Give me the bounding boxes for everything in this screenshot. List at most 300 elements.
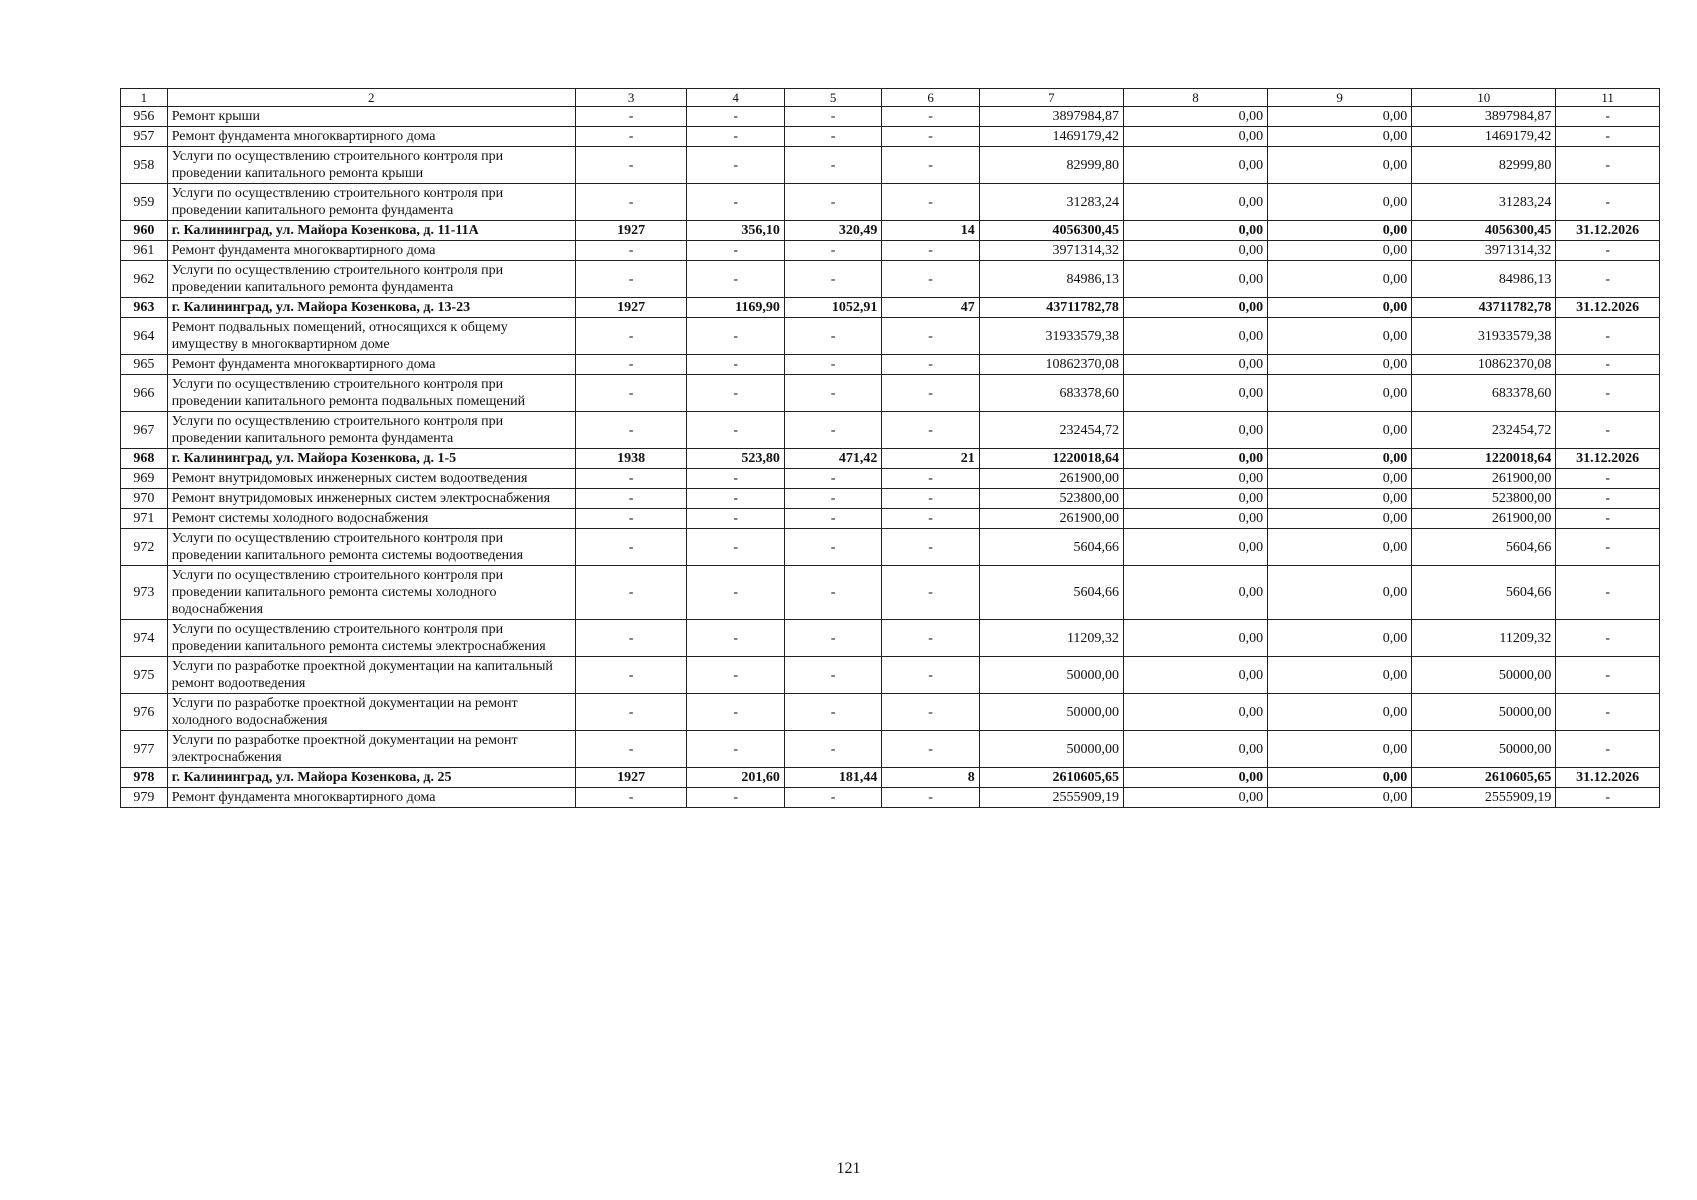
build-year-cell: - bbox=[575, 694, 687, 731]
column-header: 4 bbox=[687, 89, 784, 107]
col6-cell: - bbox=[882, 375, 979, 412]
build-year-cell: - bbox=[575, 788, 687, 808]
column-header: 3 bbox=[575, 89, 687, 107]
col10-cell: 84986,13 bbox=[1412, 261, 1556, 298]
col5-cell: - bbox=[784, 318, 881, 355]
deadline-cell: - bbox=[1556, 620, 1660, 657]
item-name: Услуги по осуществлению строительного контроля при проведении капитального ремонта крыши bbox=[167, 147, 575, 184]
col9-cell: 0,00 bbox=[1268, 127, 1412, 147]
col8-cell: 0,00 bbox=[1123, 147, 1267, 184]
column-number-row bbox=[121, 89, 1660, 107]
capital-repair-table bbox=[120, 88, 1660, 808]
col4-cell: - bbox=[687, 375, 784, 412]
col8-cell: 0,00 bbox=[1123, 566, 1267, 620]
address-row bbox=[121, 768, 1660, 788]
col8-cell: 0,00 bbox=[1123, 412, 1267, 449]
item-name: Ремонт фундамента многоквартирного дома bbox=[167, 127, 575, 147]
deadline-cell: - bbox=[1556, 107, 1660, 127]
table-row bbox=[121, 318, 1660, 355]
build-year-cell: 1927 bbox=[575, 298, 687, 318]
col7-cell: 82999,80 bbox=[979, 147, 1123, 184]
col7-cell: 10862370,08 bbox=[979, 355, 1123, 375]
col5-cell: - bbox=[784, 184, 881, 221]
col5-cell: - bbox=[784, 241, 881, 261]
col7-cell: 683378,60 bbox=[979, 375, 1123, 412]
col8-cell: 0,00 bbox=[1123, 489, 1267, 509]
col9-cell: 0,00 bbox=[1268, 566, 1412, 620]
row-number: 963 bbox=[121, 298, 168, 318]
col7-cell: 5604,66 bbox=[979, 529, 1123, 566]
col8-cell: 0,00 bbox=[1123, 449, 1267, 469]
build-year-cell: 1938 bbox=[575, 449, 687, 469]
row-number: 975 bbox=[121, 657, 168, 694]
table-row bbox=[121, 469, 1660, 489]
build-year-cell: - bbox=[575, 469, 687, 489]
col10-cell: 2555909,19 bbox=[1412, 788, 1556, 808]
col9-cell: 0,00 bbox=[1268, 529, 1412, 566]
col4-cell: - bbox=[687, 261, 784, 298]
col5-cell: - bbox=[784, 107, 881, 127]
item-name: Ремонт крыши bbox=[167, 107, 575, 127]
col10-cell: 5604,66 bbox=[1412, 529, 1556, 566]
table-row bbox=[121, 147, 1660, 184]
col9-cell: 0,00 bbox=[1268, 788, 1412, 808]
col4-cell: 356,10 bbox=[687, 221, 784, 241]
build-year-cell: - bbox=[575, 412, 687, 449]
row-number: 956 bbox=[121, 107, 168, 127]
col7-cell: 2610605,65 bbox=[979, 768, 1123, 788]
col4-cell: - bbox=[687, 241, 784, 261]
item-name: Услуги по разработке проектной документации на капитальный ремонт водоотведения bbox=[167, 657, 575, 694]
column-header: 10 bbox=[1412, 89, 1556, 107]
col9-cell: 0,00 bbox=[1268, 489, 1412, 509]
table-row bbox=[121, 375, 1660, 412]
col6-cell: - bbox=[882, 107, 979, 127]
col9-cell: 0,00 bbox=[1268, 241, 1412, 261]
deadline-cell: - bbox=[1556, 355, 1660, 375]
table-row bbox=[121, 355, 1660, 375]
col6-cell: - bbox=[882, 694, 979, 731]
row-number: 977 bbox=[121, 731, 168, 768]
build-year-cell: - bbox=[575, 241, 687, 261]
col6-cell: 8 bbox=[882, 768, 979, 788]
col5-cell: - bbox=[784, 694, 881, 731]
col7-cell: 31283,24 bbox=[979, 184, 1123, 221]
row-number: 967 bbox=[121, 412, 168, 449]
item-name: г. Калининград, ул. Майора Козенкова, д. 25 bbox=[167, 768, 575, 788]
col6-cell: - bbox=[882, 469, 979, 489]
table-row bbox=[121, 184, 1660, 221]
col8-cell: 0,00 bbox=[1123, 731, 1267, 768]
build-year-cell: - bbox=[575, 318, 687, 355]
col9-cell: 0,00 bbox=[1268, 768, 1412, 788]
table-row bbox=[121, 620, 1660, 657]
item-name: Услуги по осуществлению строительного контроля при проведении капитального ремонта фундамента bbox=[167, 412, 575, 449]
col10-cell: 2610605,65 bbox=[1412, 768, 1556, 788]
deadline-cell: - bbox=[1556, 375, 1660, 412]
table-row bbox=[121, 566, 1660, 620]
col5-cell: - bbox=[784, 261, 881, 298]
col5-cell: 181,44 bbox=[784, 768, 881, 788]
build-year-cell: - bbox=[575, 566, 687, 620]
col5-cell: - bbox=[784, 529, 881, 566]
row-number: 978 bbox=[121, 768, 168, 788]
col7-cell: 84986,13 bbox=[979, 261, 1123, 298]
col7-cell: 1220018,64 bbox=[979, 449, 1123, 469]
col9-cell: 0,00 bbox=[1268, 261, 1412, 298]
col9-cell: 0,00 bbox=[1268, 469, 1412, 489]
deadline-cell: - bbox=[1556, 184, 1660, 221]
col10-cell: 3897984,87 bbox=[1412, 107, 1556, 127]
col9-cell: 0,00 bbox=[1268, 412, 1412, 449]
address-row bbox=[121, 221, 1660, 241]
col7-cell: 261900,00 bbox=[979, 509, 1123, 529]
table-row bbox=[121, 489, 1660, 509]
build-year-cell: - bbox=[575, 509, 687, 529]
col5-cell: - bbox=[784, 412, 881, 449]
item-name: Услуги по осуществлению строительного контроля при проведении капитального ремонта системы холодного водоснабжения bbox=[167, 566, 575, 620]
col9-cell: 0,00 bbox=[1268, 449, 1412, 469]
row-number: 966 bbox=[121, 375, 168, 412]
col4-cell: - bbox=[687, 694, 784, 731]
col5-cell: - bbox=[784, 489, 881, 509]
col9-cell: 0,00 bbox=[1268, 694, 1412, 731]
col4-cell: - bbox=[687, 566, 784, 620]
col10-cell: 50000,00 bbox=[1412, 694, 1556, 731]
col9-cell: 0,00 bbox=[1268, 355, 1412, 375]
col6-cell: 14 bbox=[882, 221, 979, 241]
col6-cell: - bbox=[882, 620, 979, 657]
table-row bbox=[121, 127, 1660, 147]
col7-cell: 5604,66 bbox=[979, 566, 1123, 620]
row-number: 960 bbox=[121, 221, 168, 241]
build-year-cell: - bbox=[575, 147, 687, 184]
col5-cell: 1052,91 bbox=[784, 298, 881, 318]
col7-cell: 31933579,38 bbox=[979, 318, 1123, 355]
col8-cell: 0,00 bbox=[1123, 318, 1267, 355]
column-header: 9 bbox=[1268, 89, 1412, 107]
col9-cell: 0,00 bbox=[1268, 318, 1412, 355]
table-row bbox=[121, 529, 1660, 566]
table-row bbox=[121, 107, 1660, 127]
row-number: 972 bbox=[121, 529, 168, 566]
col6-cell: - bbox=[882, 241, 979, 261]
col7-cell: 3897984,87 bbox=[979, 107, 1123, 127]
col6-cell: - bbox=[882, 489, 979, 509]
col5-cell: - bbox=[784, 509, 881, 529]
deadline-cell: 31.12.2026 bbox=[1556, 449, 1660, 469]
table-body bbox=[121, 107, 1660, 808]
col8-cell: 0,00 bbox=[1123, 127, 1267, 147]
col8-cell: 0,00 bbox=[1123, 184, 1267, 221]
item-name: г. Калининград, ул. Майора Козенкова, д. 11-11А bbox=[167, 221, 575, 241]
row-number: 974 bbox=[121, 620, 168, 657]
col9-cell: 0,00 bbox=[1268, 147, 1412, 184]
col10-cell: 683378,60 bbox=[1412, 375, 1556, 412]
col4-cell: - bbox=[687, 788, 784, 808]
table-row bbox=[121, 509, 1660, 529]
col7-cell: 232454,72 bbox=[979, 412, 1123, 449]
col5-cell: - bbox=[784, 375, 881, 412]
item-name: Ремонт фундамента многоквартирного дома bbox=[167, 241, 575, 261]
col8-cell: 0,00 bbox=[1123, 298, 1267, 318]
col10-cell: 4056300,45 bbox=[1412, 221, 1556, 241]
table-row bbox=[121, 694, 1660, 731]
col10-cell: 31933579,38 bbox=[1412, 318, 1556, 355]
row-number: 961 bbox=[121, 241, 168, 261]
col7-cell: 1469179,42 bbox=[979, 127, 1123, 147]
address-row bbox=[121, 298, 1660, 318]
col10-cell: 82999,80 bbox=[1412, 147, 1556, 184]
row-number: 976 bbox=[121, 694, 168, 731]
col10-cell: 11209,32 bbox=[1412, 620, 1556, 657]
col10-cell: 1469179,42 bbox=[1412, 127, 1556, 147]
deadline-cell: - bbox=[1556, 788, 1660, 808]
col6-cell: - bbox=[882, 147, 979, 184]
col5-cell: 320,49 bbox=[784, 221, 881, 241]
col8-cell: 0,00 bbox=[1123, 788, 1267, 808]
col6-cell: - bbox=[882, 529, 979, 566]
col6-cell: - bbox=[882, 412, 979, 449]
col9-cell: 0,00 bbox=[1268, 184, 1412, 221]
col6-cell: - bbox=[882, 566, 979, 620]
col5-cell: - bbox=[784, 731, 881, 768]
col7-cell: 3971314,32 bbox=[979, 241, 1123, 261]
col5-cell: - bbox=[784, 355, 881, 375]
table-row bbox=[121, 657, 1660, 694]
column-header: 2 bbox=[167, 89, 575, 107]
col7-cell: 11209,32 bbox=[979, 620, 1123, 657]
col8-cell: 0,00 bbox=[1123, 355, 1267, 375]
deadline-cell: 31.12.2026 bbox=[1556, 768, 1660, 788]
col10-cell: 5604,66 bbox=[1412, 566, 1556, 620]
col4-cell: - bbox=[687, 489, 784, 509]
table-row bbox=[121, 788, 1660, 808]
row-number: 979 bbox=[121, 788, 168, 808]
col5-cell: - bbox=[784, 566, 881, 620]
col10-cell: 523800,00 bbox=[1412, 489, 1556, 509]
col7-cell: 4056300,45 bbox=[979, 221, 1123, 241]
deadline-cell: - bbox=[1556, 657, 1660, 694]
col5-cell: - bbox=[784, 657, 881, 694]
item-name: Ремонт подвальных помещений, относящихся к общему имуществу в многоквартирном доме bbox=[167, 318, 575, 355]
column-header: 1 bbox=[121, 89, 168, 107]
col8-cell: 0,00 bbox=[1123, 241, 1267, 261]
deadline-cell: - bbox=[1556, 694, 1660, 731]
col5-cell: - bbox=[784, 127, 881, 147]
deadline-cell: - bbox=[1556, 147, 1660, 184]
col7-cell: 50000,00 bbox=[979, 694, 1123, 731]
row-number: 973 bbox=[121, 566, 168, 620]
col7-cell: 50000,00 bbox=[979, 657, 1123, 694]
col7-cell: 2555909,19 bbox=[979, 788, 1123, 808]
col9-cell: 0,00 bbox=[1268, 298, 1412, 318]
col8-cell: 0,00 bbox=[1123, 529, 1267, 566]
col4-cell: - bbox=[687, 620, 784, 657]
column-header: 11 bbox=[1556, 89, 1660, 107]
col5-cell: - bbox=[784, 788, 881, 808]
col8-cell: 0,00 bbox=[1123, 694, 1267, 731]
col7-cell: 261900,00 bbox=[979, 469, 1123, 489]
col7-cell: 523800,00 bbox=[979, 489, 1123, 509]
col10-cell: 50000,00 bbox=[1412, 731, 1556, 768]
row-number: 970 bbox=[121, 489, 168, 509]
col8-cell: 0,00 bbox=[1123, 509, 1267, 529]
page-number: 121 bbox=[836, 1160, 861, 1177]
build-year-cell: - bbox=[575, 731, 687, 768]
deadline-cell: - bbox=[1556, 261, 1660, 298]
deadline-cell: - bbox=[1556, 489, 1660, 509]
deadline-cell: - bbox=[1556, 529, 1660, 566]
col6-cell: - bbox=[882, 261, 979, 298]
build-year-cell: - bbox=[575, 107, 687, 127]
col10-cell: 50000,00 bbox=[1412, 657, 1556, 694]
build-year-cell: - bbox=[575, 620, 687, 657]
col4-cell: - bbox=[687, 657, 784, 694]
col8-cell: 0,00 bbox=[1123, 261, 1267, 298]
column-header: 6 bbox=[882, 89, 979, 107]
item-name: Ремонт фундамента многоквартирного дома bbox=[167, 355, 575, 375]
col4-cell: 1169,90 bbox=[687, 298, 784, 318]
row-number: 969 bbox=[121, 469, 168, 489]
col8-cell: 0,00 bbox=[1123, 107, 1267, 127]
deadline-cell: - bbox=[1556, 469, 1660, 489]
col4-cell: - bbox=[687, 529, 784, 566]
deadline-cell: 31.12.2026 bbox=[1556, 298, 1660, 318]
col5-cell: 471,42 bbox=[784, 449, 881, 469]
col8-cell: 0,00 bbox=[1123, 375, 1267, 412]
deadline-cell: - bbox=[1556, 566, 1660, 620]
build-year-cell: - bbox=[575, 127, 687, 147]
col6-cell: - bbox=[882, 657, 979, 694]
build-year-cell: - bbox=[575, 657, 687, 694]
col7-cell: 43711782,78 bbox=[979, 298, 1123, 318]
col10-cell: 232454,72 bbox=[1412, 412, 1556, 449]
col9-cell: 0,00 bbox=[1268, 375, 1412, 412]
col9-cell: 0,00 bbox=[1268, 221, 1412, 241]
col5-cell: - bbox=[784, 469, 881, 489]
col10-cell: 3971314,32 bbox=[1412, 241, 1556, 261]
build-year-cell: - bbox=[575, 375, 687, 412]
table-row bbox=[121, 412, 1660, 449]
item-name: г. Калининград, ул. Майора Козенкова, д. 13-23 bbox=[167, 298, 575, 318]
col9-cell: 0,00 bbox=[1268, 731, 1412, 768]
col6-cell: 47 bbox=[882, 298, 979, 318]
deadline-cell: - bbox=[1556, 731, 1660, 768]
deadline-cell: - bbox=[1556, 127, 1660, 147]
build-year-cell: - bbox=[575, 184, 687, 221]
col7-cell: 50000,00 bbox=[979, 731, 1123, 768]
col6-cell: - bbox=[882, 509, 979, 529]
col5-cell: - bbox=[784, 620, 881, 657]
row-number: 962 bbox=[121, 261, 168, 298]
col4-cell: 523,80 bbox=[687, 449, 784, 469]
item-name: Ремонт системы холодного водоснабжения bbox=[167, 509, 575, 529]
build-year-cell: 1927 bbox=[575, 221, 687, 241]
col9-cell: 0,00 bbox=[1268, 107, 1412, 127]
col10-cell: 10862370,08 bbox=[1412, 355, 1556, 375]
item-name: Ремонт внутридомовых инженерных систем электроснабжения bbox=[167, 489, 575, 509]
table-row bbox=[121, 241, 1660, 261]
col6-cell: - bbox=[882, 318, 979, 355]
col8-cell: 0,00 bbox=[1123, 221, 1267, 241]
build-year-cell: - bbox=[575, 261, 687, 298]
build-year-cell: - bbox=[575, 355, 687, 375]
col4-cell: - bbox=[687, 184, 784, 221]
item-name: Ремонт внутридомовых инженерных систем водоотведения bbox=[167, 469, 575, 489]
row-number: 965 bbox=[121, 355, 168, 375]
col10-cell: 261900,00 bbox=[1412, 509, 1556, 529]
table-row bbox=[121, 731, 1660, 768]
col6-cell: 21 bbox=[882, 449, 979, 469]
col8-cell: 0,00 bbox=[1123, 768, 1267, 788]
deadline-cell: - bbox=[1556, 318, 1660, 355]
col9-cell: 0,00 bbox=[1268, 657, 1412, 694]
build-year-cell: - bbox=[575, 489, 687, 509]
col10-cell: 43711782,78 bbox=[1412, 298, 1556, 318]
col4-cell: - bbox=[687, 731, 784, 768]
address-row bbox=[121, 449, 1660, 469]
col10-cell: 261900,00 bbox=[1412, 469, 1556, 489]
col6-cell: - bbox=[882, 127, 979, 147]
item-name: Ремонт фундамента многоквартирного дома bbox=[167, 788, 575, 808]
column-header: 7 bbox=[979, 89, 1123, 107]
col4-cell: - bbox=[687, 509, 784, 529]
col8-cell: 0,00 bbox=[1123, 469, 1267, 489]
deadline-cell: - bbox=[1556, 412, 1660, 449]
col9-cell: 0,00 bbox=[1268, 509, 1412, 529]
col4-cell: - bbox=[687, 147, 784, 184]
col4-cell: 201,60 bbox=[687, 768, 784, 788]
col6-cell: - bbox=[882, 355, 979, 375]
col4-cell: - bbox=[687, 127, 784, 147]
build-year-cell: - bbox=[575, 529, 687, 566]
col8-cell: 0,00 bbox=[1123, 620, 1267, 657]
col6-cell: - bbox=[882, 788, 979, 808]
row-number: 959 bbox=[121, 184, 168, 221]
row-number: 958 bbox=[121, 147, 168, 184]
col5-cell: - bbox=[784, 147, 881, 184]
col6-cell: - bbox=[882, 184, 979, 221]
row-number: 971 bbox=[121, 509, 168, 529]
col4-cell: - bbox=[687, 107, 784, 127]
col4-cell: - bbox=[687, 412, 784, 449]
deadline-cell: - bbox=[1556, 509, 1660, 529]
deadline-cell: 31.12.2026 bbox=[1556, 221, 1660, 241]
build-year-cell: 1927 bbox=[575, 768, 687, 788]
item-name: Услуги по разработке проектной документации на ремонт электроснабжения bbox=[167, 731, 575, 768]
item-name: Услуги по осуществлению строительного контроля при проведении капитального ремонта фундамента bbox=[167, 184, 575, 221]
col4-cell: - bbox=[687, 355, 784, 375]
col6-cell: - bbox=[882, 731, 979, 768]
item-name: Услуги по осуществлению строительного контроля при проведении капитального ремонта системы водоотведения bbox=[167, 529, 575, 566]
item-name: Услуги по разработке проектной документации на ремонт холодного водоснабжения bbox=[167, 694, 575, 731]
item-name: Услуги по осуществлению строительного контроля при проведении капитального ремонта системы электроснабжения bbox=[167, 620, 575, 657]
col4-cell: - bbox=[687, 318, 784, 355]
col10-cell: 1220018,64 bbox=[1412, 449, 1556, 469]
row-number: 968 bbox=[121, 449, 168, 469]
row-number: 964 bbox=[121, 318, 168, 355]
item-name: Услуги по осуществлению строительного контроля при проведении капитального ремонта подвальных помещений bbox=[167, 375, 575, 412]
deadline-cell: - bbox=[1556, 241, 1660, 261]
item-name: г. Калининград, ул. Майора Козенкова, д. 1-5 bbox=[167, 449, 575, 469]
item-name: Услуги по осуществлению строительного контроля при проведении капитального ремонта фундамента bbox=[167, 261, 575, 298]
col8-cell: 0,00 bbox=[1123, 657, 1267, 694]
column-header: 8 bbox=[1123, 89, 1267, 107]
table-row bbox=[121, 261, 1660, 298]
col9-cell: 0,00 bbox=[1268, 620, 1412, 657]
col10-cell: 31283,24 bbox=[1412, 184, 1556, 221]
